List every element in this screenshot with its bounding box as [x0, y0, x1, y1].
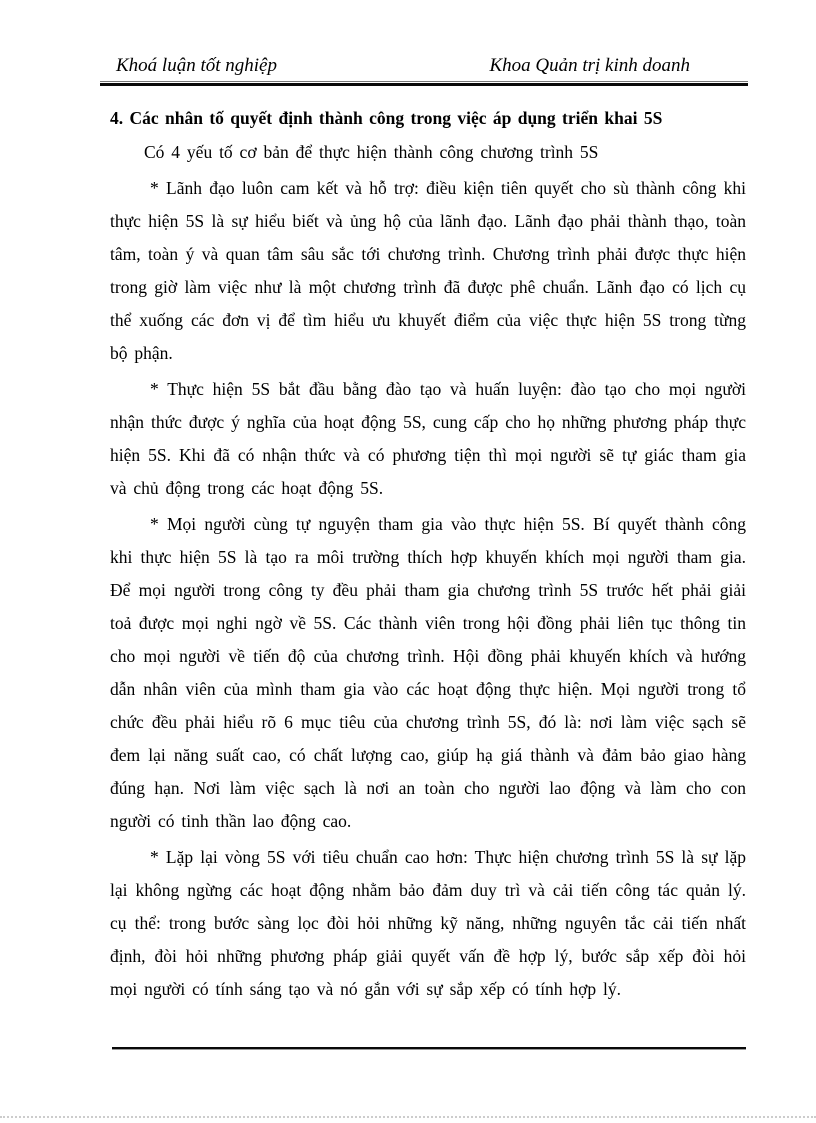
paragraphs-container	[110, 172, 746, 1006]
footer-rule	[112, 1047, 746, 1050]
page-bottom-border	[0, 1116, 816, 1118]
paragraph: * Lặp lại vòng 5S với tiêu chuẩn cao hơn: Thực hiện chương trình 5S là sự lặp lại không ngừng các hoạt động nhằm bảo đảm duy trì và cải tiến công tác quản lý. cụ thể: trong bước sàng lọc đòi hỏi những kỹ năng, những nguyên tắc cải tiến nhất định, đòi hỏi những phương pháp giải quyết vấn đề hợp lý, bước sắp xếp đòi hỏi mọi người có tính sáng tạo và nó gắn với sự sắp xếp có tính hợp lý.	[110, 847, 746, 999]
section-heading: 4. Các nhân tố quyết định thành công trong việc áp dụng triển khai 5S	[110, 108, 663, 128]
document-body	[110, 101, 746, 1006]
paragraph: * Thực hiện 5S bắt đầu bằng đào tạo và huấn luyện: đào tạo cho mọi người nhận thức được ý nghĩa của hoạt động 5S, cung cấp cho họ những phương pháp thực hiện 5S. Khi đã có nhận thức và có phương tiện thì mọi người sẽ tự giác tham gia và chủ động trong các hoạt động 5S.	[110, 379, 746, 498]
header-left-text: Khoá luận tốt nghiệp	[116, 55, 277, 76]
header-row	[100, 54, 748, 82]
header-rule	[100, 83, 748, 86]
paragraph: * Lãnh đạo luôn cam kết và hỗ trợ: điều kiện tiên quyết cho sù thành công khi thực hiện 5S là sự hiểu biết và ủng hộ của lãnh đạo. Lãnh đạo phải thành thạo, toàn tâm, toàn ý và quan tâm sâu sắc tới chương trình. Chương trình phải được thực hiện trong giờ làm việc như là một chương trình đã được phê chuẩn. Lãnh đạo có lịch cụ thể xuống các đơn vị để tìm hiểu ưu khuyết điểm của việc thực hiện 5S trong từng bộ phận.	[110, 178, 746, 363]
header-right-text: Khoa Quản trị kinh doanh	[489, 55, 690, 76]
intro-paragraph: Có 4 yếu tố cơ bản để thực hiện thành công chương trình 5S	[144, 142, 599, 162]
page-header	[100, 54, 748, 86]
paragraph: * Mọi người cùng tự nguyện tham gia vào thực hiện 5S. Bí quyết thành công khi thực hiện 5S là tạo ra môi trường thích hợp khuyến khích mọi người tham gia. Để mọi người trong công ty đều phải tham gia chương trình 5S trước hết phải giải toả được mọi nghi ngờ về 5S. Các thành viên trong hội đồng phải liên tục thông tin cho mọi người về tiến độ của chương trình. Hội đồng phải khuyến khích và hướng dẫn nhân viên của mình tham gia vào các hoạt động thực hiện. Mọi người trong tổ chức đều phải hiểu rõ 6 mục tiêu của chương trình 5S, đó là: nơi làm việc sạch sẽ đem lại năng suất cao, có chất lượng cao, giúp hạ giá thành và đảm bảo giao hàng đúng hạn. Nơi làm việc sạch là nơi an toàn cho người lao động và làm cho con người có tinh thần lao động cao.	[110, 514, 746, 831]
